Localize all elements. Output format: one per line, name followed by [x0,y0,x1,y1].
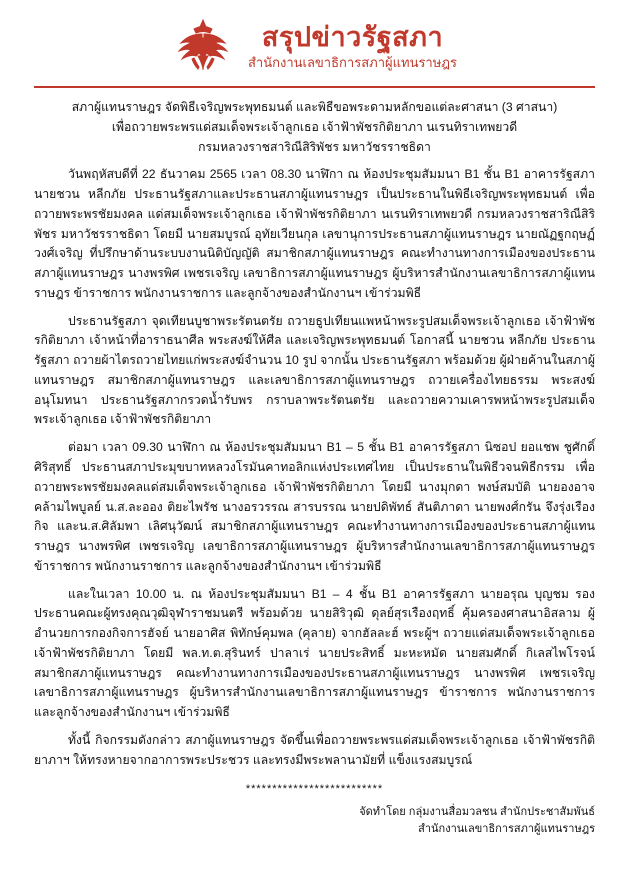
paragraph-1: วันพฤหัสบดีที่ 22 ธันวาคม 2565 เวลา 08.30 นาฬิกา ณ ห้องประชุมสัมมนา B1 ชั้น B1 อาคารรัฐสภา นายชวน หลีกภัย ประธานรัฐสภาและประธานสภาผู้แทนราษฎร เป็นประธานในพิธีเจริญพระพุทธมนต์ เพื่อถวายพระพรชัยมงคล แด่สมเด็จพระเจ้าลูกเธอ เจ้าฟ้าพัชรกิติยาภา นเรนทิราเทพยวดี กรมหลวงราชสาริณีสิริพัชร มหาวัชรราชธิดา โดยมี นายสมบูรณ์ อุทัยเวียนกุล เลขานุการประธานสภาผู้แทนราษฎร นายณัฏฐกฤษฏ์ วงศ์เจริญ ที่ปรึกษาด้านระบบงานนิติบัญญัติ สมาชิกสภาผู้แทนราษฎร คณะทำงานทางการเมืองของประธานสภาผู้แทนราษฎร นางพรพิศ เพชรเจริญ เลขาธิการสภาผู้แทนราษฎร ผู้บริหารสำนักงานเลขาธิการสภาผู้แทนราษฎร ข้าราชการ พนักงานราชการ และลูกจ้างของสำนักงานฯ เข้าร่วมพิธี [34,167,595,300]
parliament-garuda-emblem-icon [172,18,234,76]
headline-line-1: สภาผู้แทนราษฎร จัดพิธีเจริญพระพุทธมนต์ และพิธีขอพระดามหลักขอแต่ละศาสนา (3 ศาสนา) [71,100,558,114]
spacer [34,430,595,438]
spacer [34,304,595,312]
section-divider-stars: ************************** [245,782,384,795]
page-title: สรุปข่าวรัฐสภา [261,22,444,53]
header-divider [34,86,595,88]
paragraph-2: ประธานรัฐสภา จุดเทียนบูชาพระรัตนตรัย ถวายธูปเทียนแพหน้าพระรูปสมเด็จพระเจ้าลูกเธอ เจ้าฟ้าพัชรกิติยาภา เจ้าหน้าที่อาราธนาศีล พระสงฆ์ให้ศีล และเจริญพระพุทธมนต์ โอกาสนี้ นายชวน หลีกภัย ประธานรัฐสภา ถวายผ้าไตรถวายไทยแก่พระสงฆ์จำนวน 10 รูป จากนั้น ประธานรัฐสภา พร้อมด้วย ผู้ฝ่ายค้านในสภาผู้แทนราษฎร สมาชิกสภาผู้แทนราษฎร และเลขาธิการสภาผู้แทนราษฎร ถวายเครื่องไทยธรรม พระสงฆ์อนุโมทนา ประธานรัฐสภากรวดน้ำรับพร กราบลาพระรัตนตรัย และถวายความเคารพหน้าพระรูปสมเด็จพระเจ้าลูกเธอ เจ้าฟ้าพัชรกิติยาภา [34,313,595,427]
document-footer [34,804,595,837]
spacer [34,157,595,165]
paragraph-4: และในเวลา 10.00 น. ณ ห้องประชุมสัมมนา B1 – 4 ชั้น B1 อาคารรัฐสภา นายอรุณ บุญชม รองประธานคณะผู้ทรงคุณวุฒิจุฬาราชมนตรี พร้อมด้วย นายสิริวุฒิ ดุลย์สุรเรืองฤทธิ์ คุ้มครองศาสนาอิสลาม ผู้อำนวยการกองกิจการฮัจย์ นายอาศิส พิทักษ์คุมพล (คุลาย) จากฮัลละฮ์ พระผู้ฯ ถวายแด่สมเด็จพระเจ้าลูกเธอ เจ้าฟ้าพัชรกิติยาภา โดยมี พล.ท.ต.สุรินทร์ ปาลาเร่ นายประสิทธิ์ มะหะหมัด นายสมศักดิ์ กิเลสไพโรจน์ สมาชิกสภาผู้แทนราษฎร คณะทำงานทางการเมืองของประธานสภาผู้แทนราษฎร นางพรพิศ เพชรเจริญ เลขาธิการสภาผู้แทนราษฎร ผู้บริหารสำนักงานเลขาธิการสภาผู้แทนราษฎร ข้าราชการ พนักงานราชการ และลูกจ้างของสำนักงานฯ เข้าร่วมพิธี [34,586,595,720]
document-header [34,18,595,82]
page-subtitle: สำนักงานเลขาธิการสภาผู้แทนราษฎร [247,55,458,71]
footer-line-1: จัดทำโดย กลุ่มงานสื่อมวลชน สำนักประชาสัมพันธ์ [359,806,595,819]
headline-line-2: เพื่อถวายพระพรแด่สมเด็จพระเจ้าลูกเธอ เจ้าฟ้าพัชรกิติยาภา นเรนทิราเทพยวดี [111,119,518,134]
headline-line-3: กรมหลวงราชสาริณีสิริพัชร มหาวัชรราชธิดา [198,139,431,154]
footer-line-2: สำนักงานเลขาธิการสภาผู้แทนราษฎร [418,822,595,835]
header-text-block [248,22,457,72]
paragraph-5: ทั้งนี้ กิจกรรมดังกล่าว สภาผู้แทนราษฎร จัดขึ้นเพื่อถวายพระพรแด่สมเด็จพระเจ้าลูกเธอ เจ้าฟ้าพัชรกิติยาภาฯ ให้ทรงหายจากอาการพระประชวร และทรงมีพระพลานามัยที่ แข็งแรงสมบูรณ์ [34,732,595,767]
paragraph-3: ต่อมา เวลา 09.30 นาฬิกา ณ ห้องประชุมสัมมนา B1 – 5 ชั้น B1 อาคารรัฐสภา นิซอป ยอแชพ ชูศักดิ์ ศิริสุทธิ์ ประธานสภาประมุขบาทหลวงโรมันคาทอลิกแห่งประเทศไทย เป็นประธานในพิธีวจนพิธีกรรม เพื่อถวายพระพรชัยมงคลแด่สมเด็จพระเจ้าลูกเธอ เจ้าฟ้าพัชรกิติยาภา โดยมี นางมุกดา พงษ์สมบัติ นายองอาจ คล้ามไพบูลย์ น.ส.ละออง ติยะไพรัช นางอรวรรณ สารบรรณ นายปดิพัทธ์ สันติภาดา นายพงศ์กรัน จึงรุ่งเรืองกิจ และน.ส.ศิลัมพา เลิศนุวัฒน์ สมาชิกสภาผู้แทนราษฎร คณะทำงานทางการเมืองของประธานสภาผู้แทนราษฎร นางพรพิศ เพชรเจริญ เลขาธิการสภาผู้แทนราษฎร ผู้บริหารสำนักงานเลขาธิการสภาผู้แทนราษฎร ข้าราชการ พนักงานราชการ และลูกจ้างของสำนักงานฯ เข้าร่วมพิธี [34,440,595,573]
document-body [34,98,595,837]
spacer [34,723,595,731]
spacer [34,577,595,585]
